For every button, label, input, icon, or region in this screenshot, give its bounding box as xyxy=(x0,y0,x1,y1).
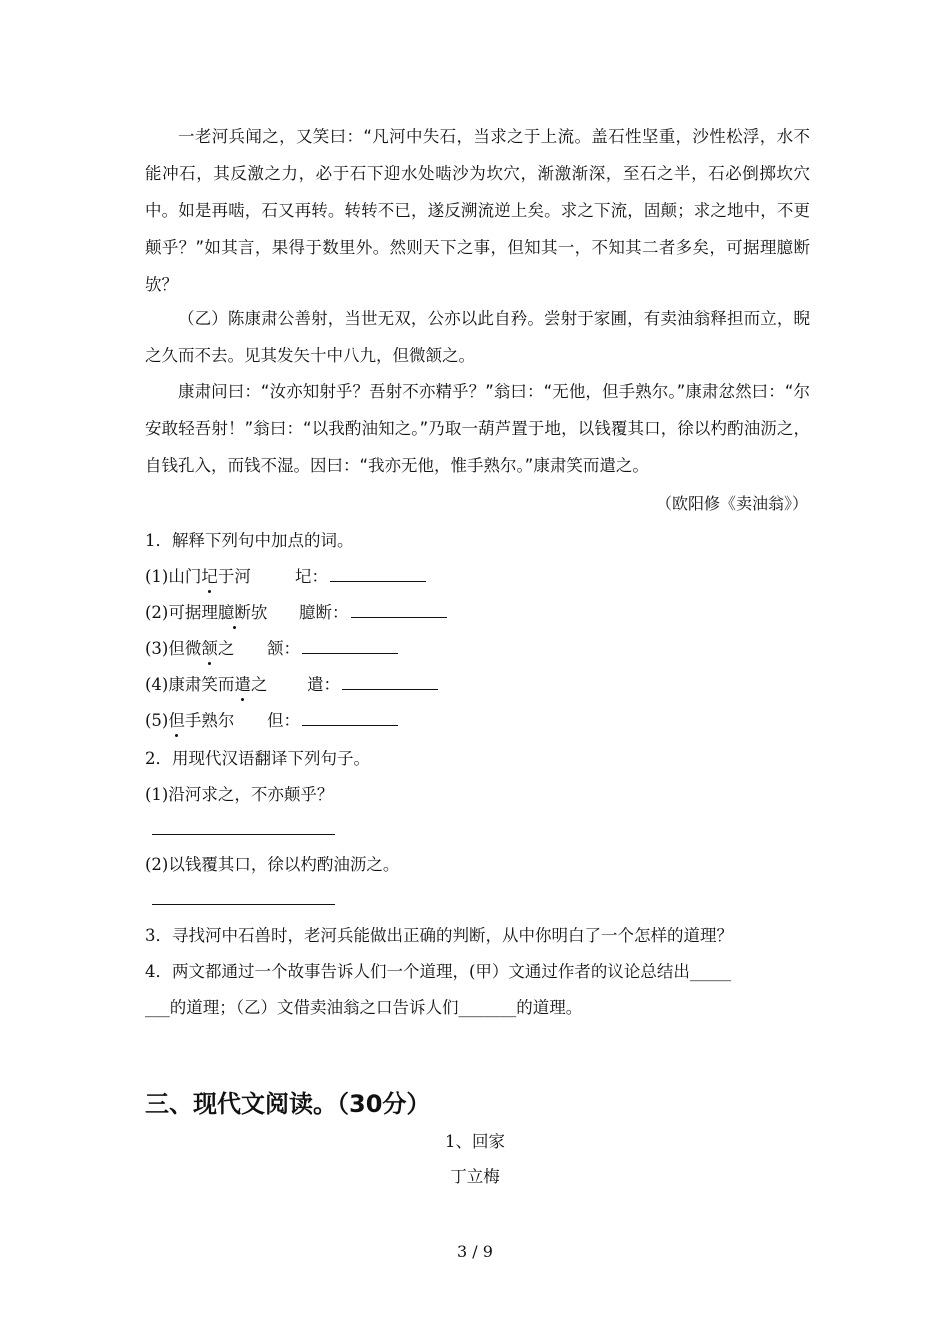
item-term: 颔： xyxy=(267,639,300,658)
passage-paragraph-3: 康肃问曰：“汝亦知射乎？吾射不亦精乎？”翁曰：“无他，但手熟尔。”康肃忿然曰：“尔安敢轻吾射！”翁曰：“以我酌油知之。”乃取一葫芦置于地，以钱覆其口，徐以杓酌油沥之，自钱孔入，而钱不湿。因曰：“我亦无他，惟手熟尔。”康肃笑而遣之。 xyxy=(145,382,810,475)
item-sentence: (3)但微颔之 xyxy=(145,635,267,659)
question-1-item-1 xyxy=(145,563,426,587)
item-term: 臆断： xyxy=(299,603,349,622)
question-1-item-4 xyxy=(145,671,438,695)
dotted-word: 颔 xyxy=(201,635,218,659)
story-author: 丁立梅 xyxy=(450,1167,500,1186)
question-1-item-5 xyxy=(145,707,398,731)
answer-blank[interactable] xyxy=(351,603,447,618)
item-term: 遣： xyxy=(307,675,340,694)
page-number: 3 / 9 xyxy=(457,1242,493,1261)
section-3-heading: 三、现代文阅读。（30分） xyxy=(145,1090,431,1118)
answer-line-2[interactable] xyxy=(152,904,335,905)
passage-paragraph-1: 一老河兵闻之，又笑曰：“凡河中失石，当求之于上流。盖石性坚重，沙性松浮，水不能冲石，其反激之力，必于石下迎水处啮沙为坎穴，渐激渐深，至石之半，石必倒掷坎穴中。如是再啮，石又再转。转转不已，遂反溯流逆上矣。求之下流，固颠；求之地中，不更颠乎？”如其言，果得于数里外。然则天下之事，但知其一，不知其二者多矣，可据理臆断欤？ xyxy=(145,127,810,294)
story-title: 1、回家 xyxy=(445,1132,505,1151)
dotted-word: 但 xyxy=(168,707,185,731)
answer-blank[interactable] xyxy=(302,711,398,726)
question-2-sentence-2: (2)以钱覆其口，徐以杓酌油沥之。 xyxy=(145,855,400,874)
question-4-line-2: ___的道理；（乙）文借卖油翁之口告诉人们_______的道理。 xyxy=(145,998,583,1017)
answer-blank[interactable] xyxy=(330,567,426,582)
item-sentence: (4)康肃笑而遣之 xyxy=(145,671,307,695)
answer-blank[interactable] xyxy=(342,675,438,690)
question-2-sentence-1: (1)沿河求之，不亦颠乎？ xyxy=(145,785,334,804)
passage-source: （欧阳修《卖油翁》） xyxy=(655,494,808,513)
item-term: 圮： xyxy=(295,567,328,586)
passage-paragraph-2: （乙）陈康肃公善射，当世无双，公亦以此自矜。尝射于家圃，有卖油翁释担而立，睨之久而不去。见其发矢十中八九，但微颔之。 xyxy=(145,309,810,365)
question-3: 3．寻找河中石兽时，老河兵能做出正确的判断，从中你明白了一个怎样的道理？ xyxy=(145,926,733,945)
dotted-word: 臆断 xyxy=(218,599,251,623)
dotted-word: 圮 xyxy=(201,563,218,587)
question-1-item-2 xyxy=(145,599,447,623)
question-1-item-3 xyxy=(145,635,398,659)
item-sentence: (2)可据理臆断欤 xyxy=(145,599,299,623)
item-term: 但： xyxy=(267,711,300,730)
item-sentence: (1)山门圮于河 xyxy=(145,563,295,587)
question-4-line-1: 4．两文都通过一个故事告诉人们一个道理，(甲）文通过作者的议论总结出_____ xyxy=(145,962,732,981)
answer-blank[interactable] xyxy=(302,639,398,654)
dotted-word: 遣 xyxy=(234,671,251,695)
item-sentence: (5)但手熟尔 xyxy=(145,707,267,731)
question-1-title: 1．解释下列句中加点的词。 xyxy=(145,531,354,550)
question-2-title: 2．用现代汉语翻译下列句子。 xyxy=(145,749,370,768)
answer-line-1[interactable] xyxy=(152,834,335,835)
